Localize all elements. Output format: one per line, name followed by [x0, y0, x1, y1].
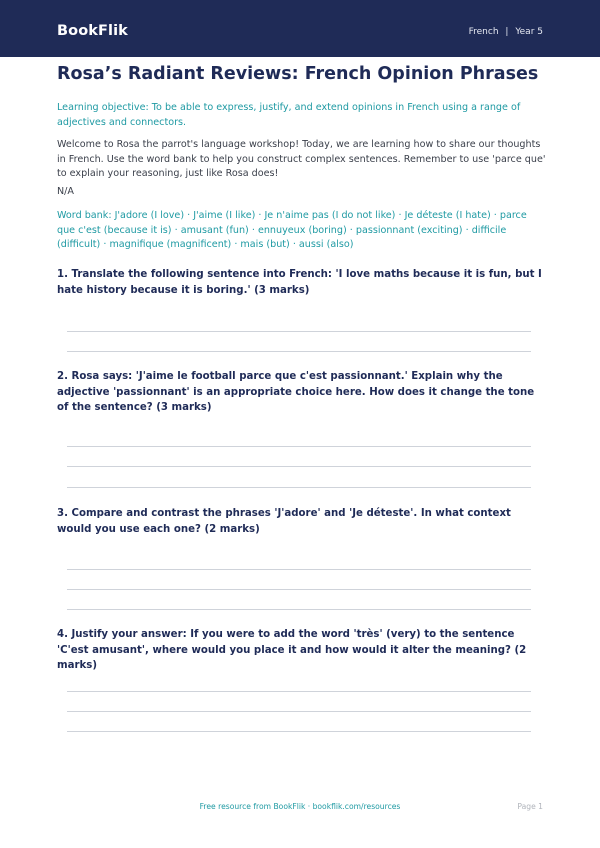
page-number: Page 1 [517, 802, 543, 811]
year-label: Year 5 [515, 27, 543, 37]
brand-logo: BookFlik [57, 23, 128, 39]
header-bar [0, 0, 600, 57]
answer-line[interactable] [67, 331, 531, 332]
answer-line[interactable] [67, 711, 531, 712]
subject-year-label [469, 27, 543, 37]
answer-line[interactable] [67, 351, 531, 352]
answer-line[interactable] [67, 487, 531, 488]
answer-line[interactable] [67, 569, 531, 570]
note-text: N/A [57, 186, 74, 197]
question-3: 3. Compare and contrast the phrases 'J'adore' and 'Je déteste'. In what context would you use each one? (2 marks) [57, 508, 511, 535]
answer-line[interactable] [67, 446, 531, 447]
word-bank: Word bank: J'adore (I love) · J'aime (I like) · Je n'aime pas (I do not like) · Je déteste (I hate) · parce que c'est (because it is) · amusant (fun) · ennuyeux (boring) · passionnant (exciting) · difficile (difficult) · magnifique (magnificent) · mais (but) · aussi (also) [57, 210, 527, 250]
subject-label: French [468, 27, 499, 37]
learning-objective: Learning objective: To be able to express, justify, and extend opinions in French using a range of adjectives and connectors. [57, 102, 521, 128]
meta-separator: | [505, 27, 509, 37]
answer-line[interactable] [67, 609, 531, 610]
footer-credit: Free resource from BookFlik · bookflik.com/resources [199, 802, 401, 811]
answer-line[interactable] [67, 691, 531, 692]
answer-line[interactable] [67, 466, 531, 467]
answer-line[interactable] [67, 731, 531, 732]
answer-line[interactable] [67, 589, 531, 590]
question-2: 2. Rosa says: 'J'aime le football parce que c'est passionnant.' Explain why the adjective 'passionnant' is an appropriate choice here. How does it change the tone of the sentence? (3 marks) [57, 371, 535, 413]
intro-paragraph: Welcome to Rosa the parrot's language workshop! Today, we are learning how to share our thoughts in French. Use the word bank to help you construct complex sentences. Remember to use 'parce que' to explain your reasoning, just like Rosa does! [57, 139, 546, 179]
page-title: Rosa’s Radiant Reviews: French Opinion Phrases [57, 64, 539, 84]
question-4: 4. Justify your answer: If you were to add the word 'très' (very) to the sentence 'C'est amusant', where would you place it and how would it alter the meaning? (2 marks) [57, 629, 527, 671]
question-1: 1. Translate the following sentence into French: 'I love maths because it is fun, but I hate history because it is boring.' (3 marks) [57, 269, 542, 296]
